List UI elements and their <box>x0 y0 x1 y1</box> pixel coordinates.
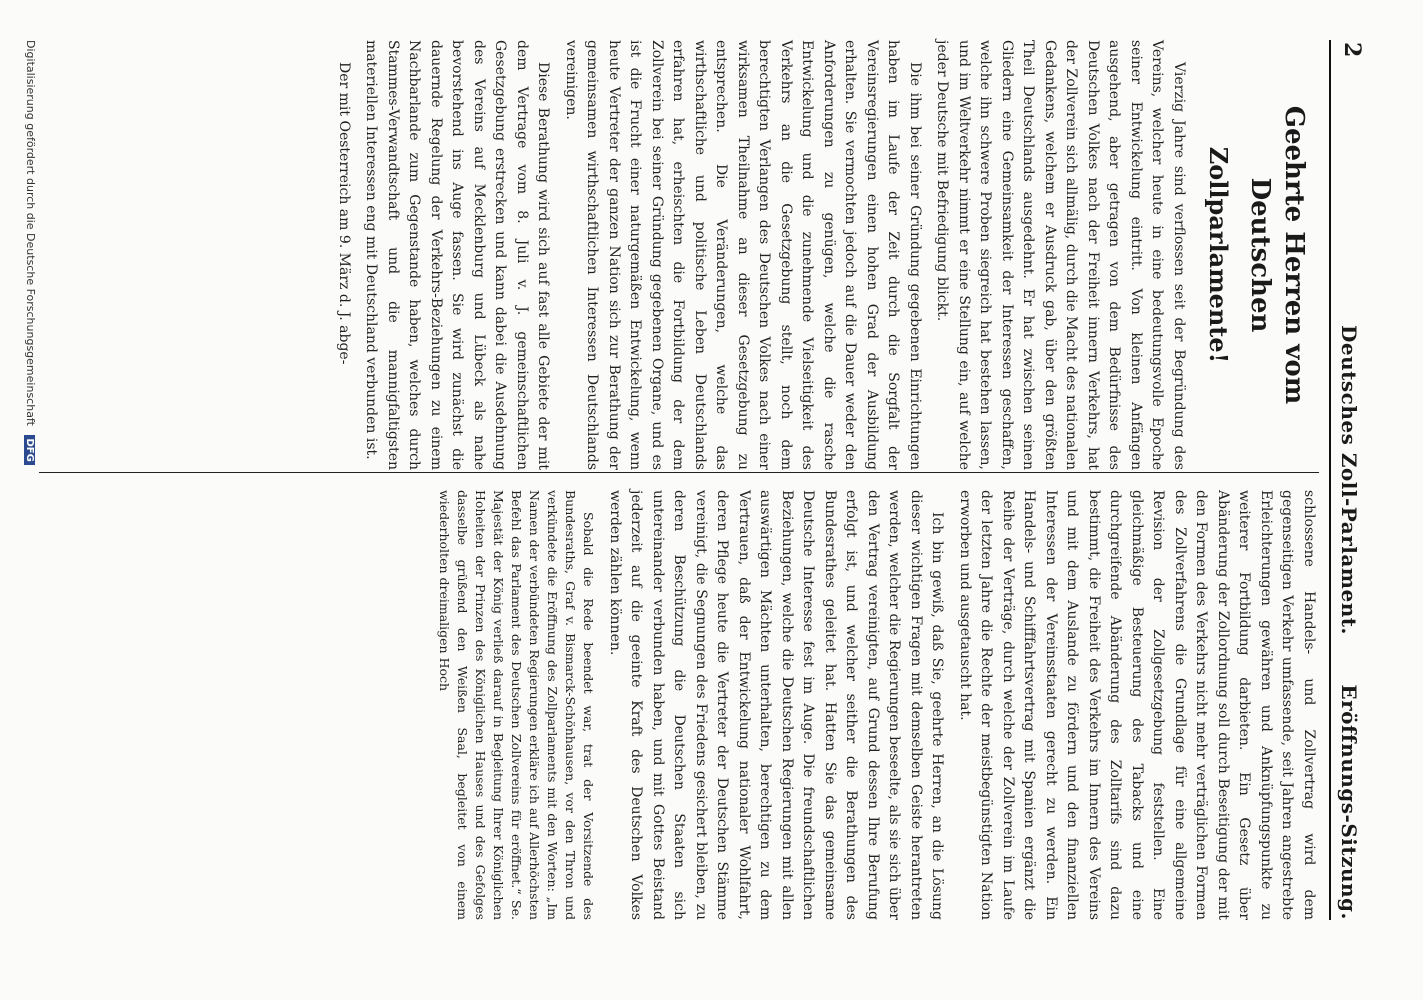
paragraph: Der mit Oesterreich am 9. März d. J. abge- <box>336 62 352 365</box>
page-number: 2 <box>1339 42 1365 58</box>
running-header <box>1329 40 1365 920</box>
session-title: Eröffnungs-Sitzung. <box>1337 684 1361 920</box>
running-title: Deutsches Zoll-Parlament. <box>1337 325 1361 635</box>
dfg-logo: DFG <box>24 435 35 464</box>
paragraph: Ich bin gewiß, daß Sie, geehrte Herren, an die Lösung dieser wichtigen Fragen mit demselben Geiste herantreten werden, welcher die Regierungen beseelte, als sie sich über den Vertrag vereinigten, auf Grund dessen Ihre Berufung erfolgt ist, und welcher seither die Berathungen des Bundesrathes geleitet hat. Hatten Sie das gemeinsame Deutsche Interesse fest im Auge. Die freundschaftlichen Beziehungen, welche die Deutschen Regierungen mit allen auswärtigen Mächten unterhalten, berechtigen zu dem Vertrauen, daß der Entwickelung nationaler Wohlfahrt, deren Pflege heute die Vertreter der Deutschen Stämme vereinigt, die Segnungen des Friedens gesichert bleiben, zu deren Beschützung die Deutschen Staaten sich untereinander verbunden haben, und mit Gottes Beistand jederzeit auf die geeinte Kraft des Deutschen Volkes werden zählen können. <box>607 490 946 920</box>
digitization-footer <box>24 40 37 960</box>
closing-note: Sobald die Rede beendet war, trat der Vorsitzende des Bundesraths, Graf v. Bismarck-Schönhausen, vor den Thron und verkündete die Eröffnung des Zollparlaments mit den Worten: „Im Namen der verbündeten Regierungen erkläre ich auf Allerhöchsten Befehl das Parlament des Deutschen Zollvereins für eröffnet.“ Se. Majestät der König verließ darauf in Begleitung Ihrer Königlichen Hoheiten der Prinzen des Königlichen Hauses und des Gefolges dasselbe grüßend den Weißen Saal, begleitet von einem wiederholten dreimaligen Hoch <box>437 490 597 920</box>
paragraph: Vierzig Jahre sind verflossen seit der Begründung des Vereins, welcher heute in eine bedeutungsvolle Epoche seiner Entwickelung eintritt. Von kleinen Anfängen ausgehend, aber getragen von dem Bedürfnisse des Deutschen Volkes nach der Freiheit innern Verkehrs, hat der Zollverein sich allmälig, durch die Macht des nationalen Gedankens, welchem er Ausdruck gab, über den größten Theil Deutschlands ausgedehnt. Er hat zwischen seinen Gliedern eine Gemeinsamkeit der Interessen geschaffen, welche ihn schwere Proben siegreich hat bestehen lassen, und im Weltverkehr nimmt er eine Stellung ein, auf welche jeder Deutsche mit Befriedigung blickt. <box>934 40 1187 470</box>
footer-text: Digitalisierung gefördert durch die Deutsche Forschungsgemeinschaft <box>24 40 37 426</box>
right-column <box>430 490 1320 920</box>
paragraph: Diese Berathung wird sich auf fast alle Gebiete der mit dem Vertrage vom 8. Juli v. J. gemeinschaftlichen Gesetzgebung erstrecken und kann dabei die Ausdehnung des Vereins auf Mecklenburg und Lübeck als nahe bevorstehend ins Auge fassen. Sie wird zunächst die dauernde Regelung der Verkehrs-Beziehungen zu einem Nachbarlande zum Gegenstande haben, welches durch Stammes-Verwandtschaft und die mannigfaltigsten materiellen Interessen eng mit Deutschland verbunden ist. <box>363 40 552 470</box>
paragraph: schlossene Handels- und Zollvertrag wird dem gegenseitigen Verkehr umfassende, seit Jahren angestrebte Erleichterungen gewähren und Anknüpfungspunkte zu weiterer Fortbildung darbieten. Ein Gesetz über Abänderung der Zollordnung soll durch Beseitigung der mit den Formen des Verkehrs nicht mehr verträglichen Formen des Zollverfahrens die Grundlage für eine allgemeine Revision der Zollgesetzgebung feststellen. Eine gleichmäßige Besteuerung des Tabacks und eine durchgreifende Abänderung des Zolltarifs sind dazu bestimmt, die Freiheit des Verkehrs im Innern des Vereins und mit dem Auslande zu fördern und den finanziellen Interessen der Vereinsstaaten gerecht zu werden. Ein Handels- und Schifffahrtsvertrag mit Spanien ergänzt die Reihe der Verträge, durch welche der Zollverein im Laufe der letzten Jahre die Rechte der meistbegünstigten Nation erworben und ausgetauscht hat. <box>957 490 1317 920</box>
speech-title: Geehrte Herren vom Deutschen <box>1245 105 1309 405</box>
column-divider <box>39 472 1319 473</box>
speech-subtitle: Zollparlamente! <box>1204 146 1233 364</box>
paragraph: Die ihm bei seiner Gründung gegebenen Einrichtungen haben im Laufe der Zeit durch die Sorgfalt der Vereinsregierungen einen hohen Grad der Ausbildung erhalten. Sie vermochten jedoch auf die Dauer weder den Anforderungen zu genügen, welche die rasche Entwickelung und die zunehmende Vielseitigkeit des Verkehrs an die Gesetzgebung stellt, noch dem berechtigten Verlangen des Deutschen Volkes nach einer wirksamen Theilnahme an dieser Gesetzgebung zu entsprechen. Die Veränderungen, welche das wirthschaftliche und politische Leben Deutschlands erfahren hat, erheischten die Fortbildung der dem Zollverein bei seiner Gründung gegebenen Organe, und es ist die Frucht einer naturgemäßen Entwickelung, wenn heute Vertreter der ganzen Nation sich zur Berathung der gemeinsamen wirthschaftlichen Interessen Deutschlands vereinigen. <box>563 40 923 470</box>
left-column <box>327 40 1320 470</box>
